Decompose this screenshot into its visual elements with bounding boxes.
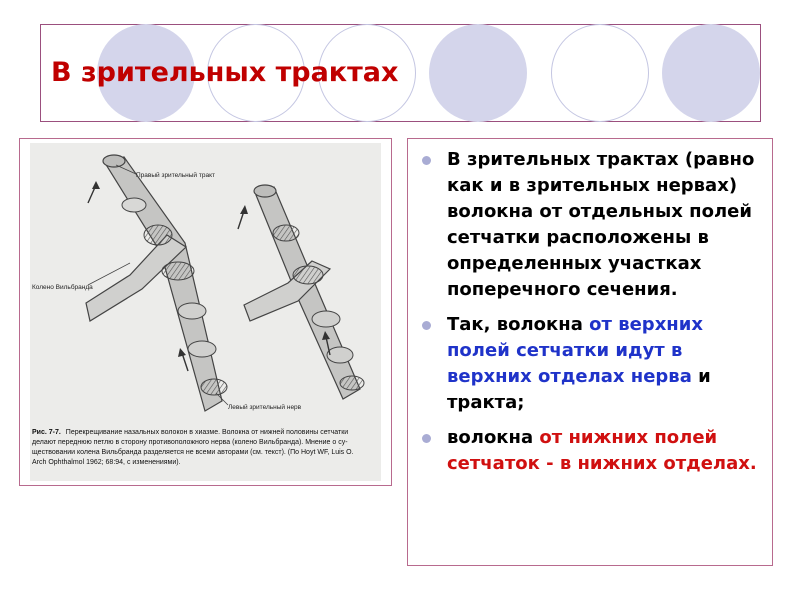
bullet-text: волокна xyxy=(447,427,534,448)
figure-caption xyxy=(32,428,355,466)
bullet-text: и тракта; xyxy=(447,366,711,413)
caption-line: делают переднюю петлю в сторону противоположного нерва (колено Вильбранда). Мнение о су- xyxy=(32,439,348,446)
label-right-tract: Правый зрительный тракт xyxy=(136,172,215,179)
caption-lead: Рис. 7-7. xyxy=(32,429,61,436)
bullet-dot-icon xyxy=(422,434,431,443)
decor-circle xyxy=(551,24,649,122)
figure-scan xyxy=(30,143,381,481)
label-knee: Колено Вильбранда xyxy=(32,284,93,291)
decor-circle xyxy=(429,24,527,122)
caption-line: Перекрещивание назальных волокон в хиазме. Волокна от нижней половины сетчатки xyxy=(65,429,349,436)
bullet-text: В зрительных трактах (равно как и в зрительных нервах) волокна от отдельных полей сетчатки расположены в определенных участках поперечного сечения. xyxy=(447,149,755,300)
bullet-item xyxy=(422,425,762,477)
bullet-text: Так, волокна xyxy=(447,314,583,335)
text-panel xyxy=(407,138,773,566)
caption-line: ществовании колена Вильбранда разделяется не всеми авторами (см. текст). (По Hoyt WF, Luis O. xyxy=(32,449,354,456)
bullet-highlight-blue: от верхних полей сетчатки идут в верхних отделах нерва xyxy=(447,314,703,387)
caption-line: Arch Ophthalmol 1962; 68:94, с изменениями). xyxy=(32,459,181,466)
bullet-dot-icon xyxy=(422,321,431,330)
slide-title: В зрительных трактах xyxy=(51,57,399,88)
bullet-highlight-red: от нижних полей сетчаток - в нижних отделах. xyxy=(447,427,757,474)
decor-circle xyxy=(662,24,760,122)
figure-frame xyxy=(19,138,392,486)
label-left-nerve: Левый зрительный нерв xyxy=(228,404,302,411)
bullet-dot-icon xyxy=(422,156,431,165)
bullet-list xyxy=(422,147,762,486)
right-chiasm-diagram xyxy=(238,185,364,399)
bullet-item xyxy=(422,147,762,303)
chiasm-illustration xyxy=(30,143,381,481)
left-chiasm-diagram xyxy=(86,155,227,411)
bullet-item xyxy=(422,312,762,416)
